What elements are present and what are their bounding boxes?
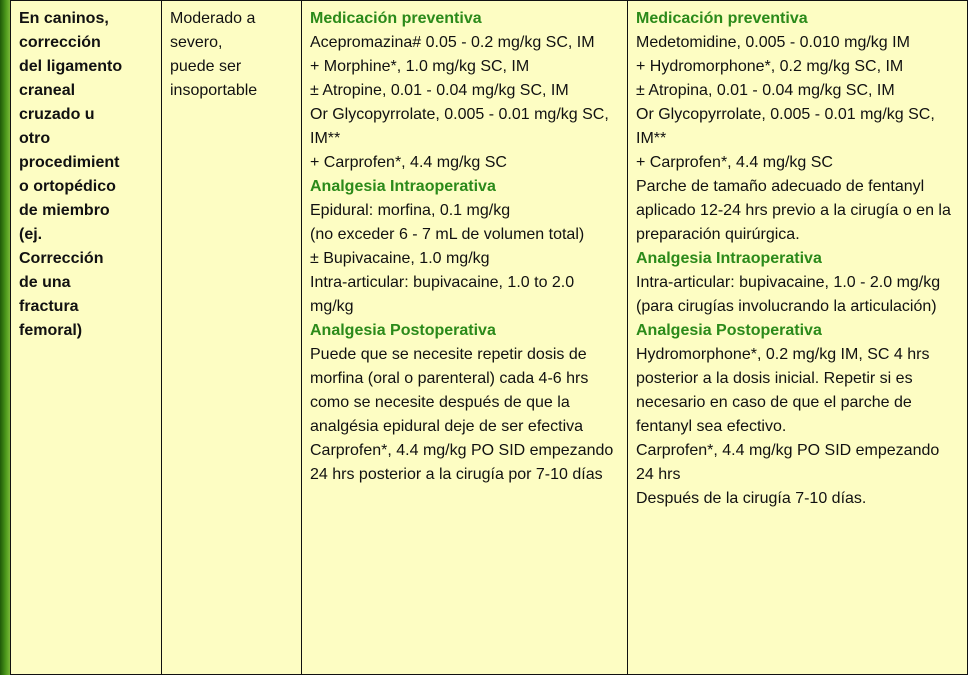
intraoperative-heading: Analgesia Intraoperativa <box>636 250 822 267</box>
drug-line: Intra-articular: bupivacaine, 1.0 - 2.0 mg/kg <box>636 274 941 291</box>
procedure-line: femoral) <box>19 322 83 339</box>
procedure-line: o ortopédico <box>19 178 116 195</box>
procedure-line: procedimient <box>19 154 120 171</box>
preventive-heading: Medicación preventiva <box>636 10 808 27</box>
procedure-line: (ej. <box>19 226 43 243</box>
procedure-line: En caninos, <box>19 10 109 27</box>
procedure-line: del ligamento <box>19 58 123 75</box>
drug-line: (no exceder 6 - 7 mL de volumen total) <box>310 226 585 243</box>
intraoperative-heading: Analgesia Intraoperativa <box>310 178 496 195</box>
drug-line: Acepromazina# 0.05 - 0.2 mg/kg SC, IM <box>310 34 595 51</box>
drug-line: Medetomidine, 0.005 - 0.010 mg/kg IM <box>636 34 910 51</box>
pain-level-cell <box>162 1 302 675</box>
pain-level-line: severo, <box>170 34 223 51</box>
drug-line: Or Glycopyrrolate, 0.005 - 0.01 mg/kg SC, IM** <box>310 106 609 147</box>
pain-level-line: Moderado a <box>170 10 256 27</box>
pain-level-line: insoportable <box>170 82 258 99</box>
drug-line: Parche de tamaño adecuado de fentanyl aplicado 12-24 hrs previo a la cirugía o en la preparación quirúrgica. <box>636 178 951 243</box>
preventive-heading: Medicación preventiva <box>310 10 482 27</box>
protocol-cell-2 <box>628 1 968 675</box>
pain-level-line: puede ser <box>170 58 242 75</box>
drug-line: ± Bupivacaine, 1.0 mg/kg <box>310 250 490 267</box>
drug-line: Después de la cirugía 7-10 días. <box>636 490 867 507</box>
drug-line: Carprofen*, 4.4 mg/kg PO SID empezando 24 hrs <box>636 442 940 483</box>
drug-line: Carprofen*, 4.4 mg/kg PO SID empezando 24 hrs posterior a la cirugía por 7-10 días <box>310 442 614 483</box>
procedure-cell <box>11 1 162 675</box>
drug-line: + Hydromorphone*, 0.2 mg/kg SC, IM <box>636 58 904 75</box>
drug-line: Puede que se necesite repetir dosis de morfina (oral o parenteral) cada 4-6 hrs como se necesite después de que la analgésia epidural deje de ser efectiva <box>310 346 589 435</box>
slide-side-band <box>0 0 10 675</box>
procedure-line: Corrección <box>19 250 104 267</box>
drug-line: + Carprofen*, 4.4 mg/kg SC <box>310 154 507 171</box>
drug-line: + Morphine*, 1.0 mg/kg SC, IM <box>310 58 530 75</box>
postoperative-heading: Analgesia Postoperativa <box>310 322 496 339</box>
procedure-line: de miembro <box>19 202 110 219</box>
drug-line: Epidural: morfina, 0.1 mg/kg <box>310 202 511 219</box>
drug-line: Hydromorphone*, 0.2 mg/kg IM, SC 4 hrs posterior a la dosis inicial. Repetir si es necesario en caso de que el parche de fentanyl sea efectivo. <box>636 346 930 435</box>
procedure-line: cruzado u <box>19 106 95 123</box>
procedure-line: craneal <box>19 82 76 99</box>
analgesia-protocol-table <box>10 0 968 675</box>
drug-line: ± Atropina, 0.01 - 0.04 mg/kg SC, IM <box>636 82 895 99</box>
drug-line: + Carprofen*, 4.4 mg/kg SC <box>636 154 833 171</box>
protocol-cell-1 <box>302 1 628 675</box>
drug-line: Intra-articular: bupivacaine, 1.0 to 2.0 mg/kg <box>310 274 575 315</box>
procedure-line: otro <box>19 130 51 147</box>
procedure-line: fractura <box>19 298 79 315</box>
drug-line: Or Glycopyrrolate, 0.005 - 0.01 mg/kg SC, IM** <box>636 106 935 147</box>
drug-line: (para cirugías involucrando la articulación) <box>636 298 937 315</box>
postoperative-heading: Analgesia Postoperativa <box>636 322 822 339</box>
procedure-line: corrección <box>19 34 101 51</box>
drug-line: ± Atropine, 0.01 - 0.04 mg/kg SC, IM <box>310 82 569 99</box>
procedure-line: de una <box>19 274 71 291</box>
table-row <box>11 1 968 675</box>
